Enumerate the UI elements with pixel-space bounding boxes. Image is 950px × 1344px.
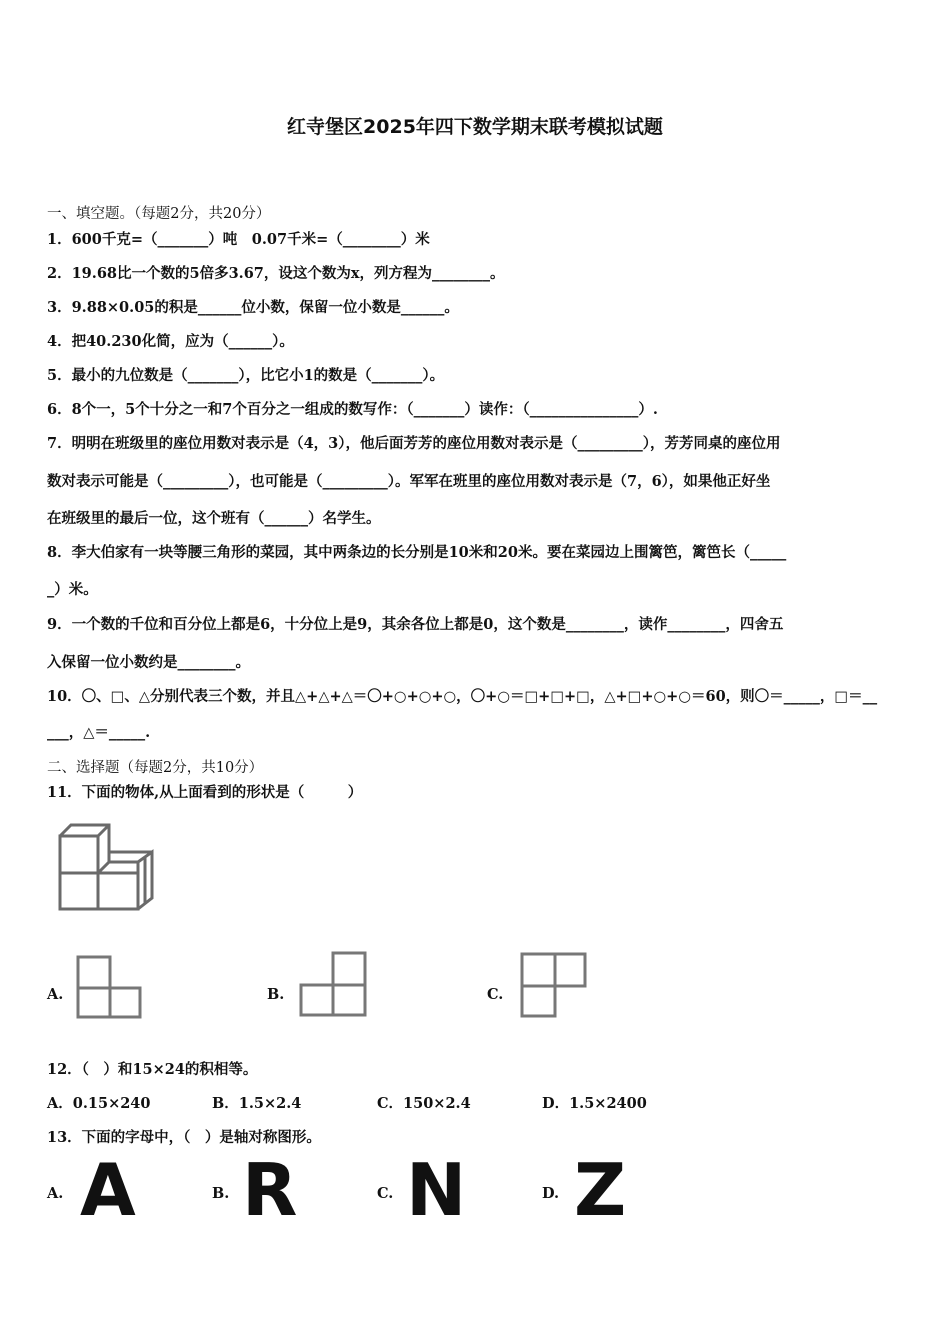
question-2: 2．19.68比一个数的5倍多3.67，设这个数为x，列方程为________。 — [47, 265, 505, 282]
q13-option-d-label: D. — [542, 1185, 560, 1202]
q12-option-a: A．0.15×240 — [47, 1095, 151, 1112]
q13-option-b-label: B. — [212, 1185, 230, 1202]
question-7-line-3: 在班级里的最后一位，这个班有（______）名学生。 — [47, 510, 381, 527]
q11-option-a-shape — [74, 954, 144, 1020]
question-8-line-1: 8．李大伯家有一块等腰三角形的菜园，其中两条边的长分别是10米和20米。要在菜园边上围篱笆，篱笆长（_____ — [47, 544, 787, 561]
question-8-line-2: _）米。 — [47, 581, 98, 598]
question-9-line-1: 9．一个数的千位和百分位上都是6，十分位上是9，其余各位上都是0，这个数是________，读作________，四舍五 — [47, 616, 784, 633]
section-2-heading: 二、选择题（每题2分，共10分） — [47, 760, 264, 776]
question-7-line-1: 7．明明在班级里的座位用数对表示是（4，3），他后面芳芳的座位用数对表示是（_________），芳芳同桌的座位用 — [47, 435, 781, 452]
page-title: 红寺堡区2025年四下数学期末联考模拟试题 — [287, 116, 663, 138]
q11-option-c-label: C. — [487, 986, 504, 1003]
question-11: 11．下面的物体,从上面看到的形状是（ ） — [47, 784, 363, 801]
q13-letter-r: R — [242, 1148, 298, 1232]
question-5: 5．最小的九位数是（_______），比它小1的数是（_______）。 — [47, 367, 445, 384]
q12-option-b: B．1.5×2.4 — [212, 1095, 302, 1112]
q12-option-c: C．150×2.4 — [377, 1095, 471, 1112]
q13-option-c-label: C. — [377, 1185, 394, 1202]
q11-option-a-label: A. — [47, 986, 64, 1003]
question-10-line-1: 10．〇、□、△分别代表三个数，并且△+△+△＝〇+○+○+○，〇+○＝□+□+□，△+□+○+○＝60，则〇＝_____，□＝__ — [47, 688, 878, 705]
question-1: 1．600千克=（_______）吨 0.07千米=（________）米 — [47, 231, 430, 248]
q13-letter-z: Z — [574, 1148, 627, 1232]
q11-option-b-label: B. — [267, 986, 285, 1003]
question-7-line-2: 数对表示可能是（_________），也可能是（_________）。军军在班里的座位用数对表示是（7，6），如果他正好坐 — [47, 473, 771, 490]
q11-option-b-shape — [298, 950, 370, 1018]
q12-option-d: D．1.5×2400 — [542, 1095, 647, 1112]
section-1-heading: 一、填空题。（每题2分，共20分） — [47, 206, 271, 222]
cube-stack-figure — [55, 822, 163, 912]
question-6: 6．8个一，5个十分之一和7个百分之一组成的数写作：（_______）读作：（_______________）. — [47, 401, 658, 418]
question-12: 12．（ ）和15×24的积相等。 — [47, 1061, 258, 1078]
q13-option-a-label: A. — [47, 1185, 64, 1202]
question-10-line-2: ___，△＝_____. — [47, 724, 151, 741]
q11-option-c-shape — [519, 951, 589, 1019]
question-4: 4．把40.230化简，应为（______）。 — [47, 333, 294, 350]
question-9-line-2: 入保留一位小数约是________。 — [47, 654, 250, 671]
q13-letter-n: N — [406, 1148, 467, 1232]
question-3: 3．9.88×0.05的积是______位小数，保留一位小数是______。 — [47, 299, 459, 316]
question-13: 13．下面的字母中，（ ）是轴对称图形。 — [47, 1129, 321, 1146]
q13-letter-a: A — [80, 1148, 136, 1232]
